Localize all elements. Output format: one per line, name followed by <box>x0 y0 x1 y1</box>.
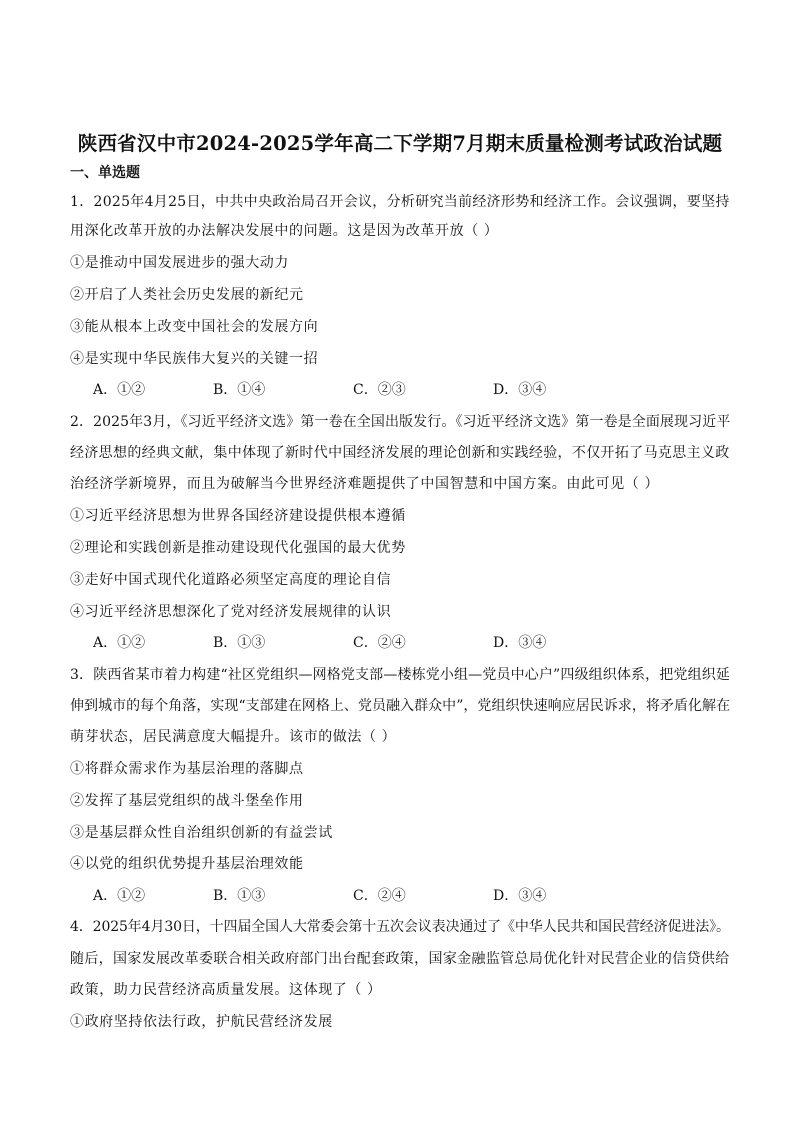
question-4-stem-line-3: 政策，助力民营经济高质量发展。这体现了（ ） <box>70 982 382 998</box>
question-4-statement-1: ①政府坚持依法行政，护航民营经济发展 <box>70 1014 333 1030</box>
option-b[interactable]: B．①③ <box>213 635 266 651</box>
question-2-statement-4: ④习近平经济思想深化了党对经济发展规律的认识 <box>70 604 392 620</box>
option-d[interactable]: D．③④ <box>493 888 547 904</box>
question-4-stem-line-1: 4．2025年4月30日，十四届全国人大常委会第十五次会议表决通过了《中华人民共和国民营经济促进法》。 <box>70 919 730 935</box>
section-heading: 一、单选题 <box>70 165 140 181</box>
option-c[interactable]: C．②④ <box>353 888 406 904</box>
question-1-stem-line-1: 1．2025年4月25日，中共中央政治局召开会议，分析研究当前经济形势和经济工作。会议强调，要坚持 <box>70 194 730 210</box>
question-2-stem-line-1: 2．2025年3月，《习近平经济文选》第一卷在全国出版发行。《习近平经济文选》第一卷是全面展现习近平 <box>70 414 731 430</box>
question-2-statement-1: ①习近平经济思想为世界各国经济建设提供根本遵循 <box>70 508 406 524</box>
question-3-stem-line-1: 3．陕西省某市着力构建“社区党组织—网格党支部—楼栋党小组—党员中心户”四级组织体系，把党组织延 <box>70 667 731 683</box>
question-3-statement-3: ③是基层群众性自治组织创新的有益尝试 <box>70 825 333 841</box>
question-2-statement-2: ②理论和实践创新是推动建设现代化强国的最大优势 <box>70 540 406 556</box>
question-2-stem-line-2: 经济思想的经典文献，集中体现了新时代中国经济发展的理论创新和实践经验，不仅开拓了马克思主义政 <box>70 445 730 461</box>
question-3-statement-1: ①将群众需求作为基层治理的落脚点 <box>70 761 304 777</box>
option-b[interactable]: B．①③ <box>213 888 266 904</box>
question-2-stem-line-3: 治经济学新境界，而且为破解当今世界经济难题提供了中国智慧和中国方案。由此可见（ ） <box>70 476 660 492</box>
option-a[interactable]: A．①② <box>93 382 146 398</box>
option-a[interactable]: A．①② <box>93 635 146 651</box>
question-3-stem-line-2: 伸到城市的每个角落，实现“支部建在网格上、党员融入群众中”，党组织快速响应居民诉求，将矛盾化解在 <box>70 698 731 714</box>
question-3-options <box>93 885 693 905</box>
option-b[interactable]: B．①④ <box>213 382 266 398</box>
option-c[interactable]: C．②③ <box>353 382 406 398</box>
option-d[interactable]: D．③④ <box>493 635 547 651</box>
question-1-statement-4: ④是实现中华民族伟大复兴的关键一招 <box>70 351 319 367</box>
question-2-statement-3: ③走好中国式现代化道路必须坚定高度的理论自信 <box>70 572 392 588</box>
question-1-statement-2: ②开启了人类社会历史发展的新纪元 <box>70 287 304 303</box>
question-1-stem-line-2: 用深化改革开放的办法解决发展中的问题。这是因为改革开放（ ） <box>70 223 499 239</box>
question-1-statement-1: ①是推动中国发展进步的强大动力 <box>70 255 289 271</box>
question-3-statement-2: ②发挥了基层党组织的战斗堡垒作用 <box>70 793 304 809</box>
option-c[interactable]: C．②④ <box>353 635 406 651</box>
question-2-options <box>93 632 693 652</box>
question-3-statement-4: ④以党的组织优势提升基层治理效能 <box>70 856 304 872</box>
page-title: 陕西省汉中市2024-2025学年高二下学期7月期末质量检测考试政治试题 <box>77 132 723 155</box>
question-1-statement-3: ③能从根本上改变中国社会的发展方向 <box>70 319 319 335</box>
question-1-options <box>93 379 693 399</box>
option-d[interactable]: D．③④ <box>493 382 547 398</box>
option-a[interactable]: A．①② <box>93 888 146 904</box>
question-3-stem-line-3: 萌芽状态，居民满意度大幅提升。该市的做法（ ） <box>70 729 397 745</box>
question-4-stem-line-2: 随后，国家发展改革委联合相关政府部门出台配套政策，国家金融监管总局优化针对民营企业的信贷供给 <box>70 951 730 967</box>
